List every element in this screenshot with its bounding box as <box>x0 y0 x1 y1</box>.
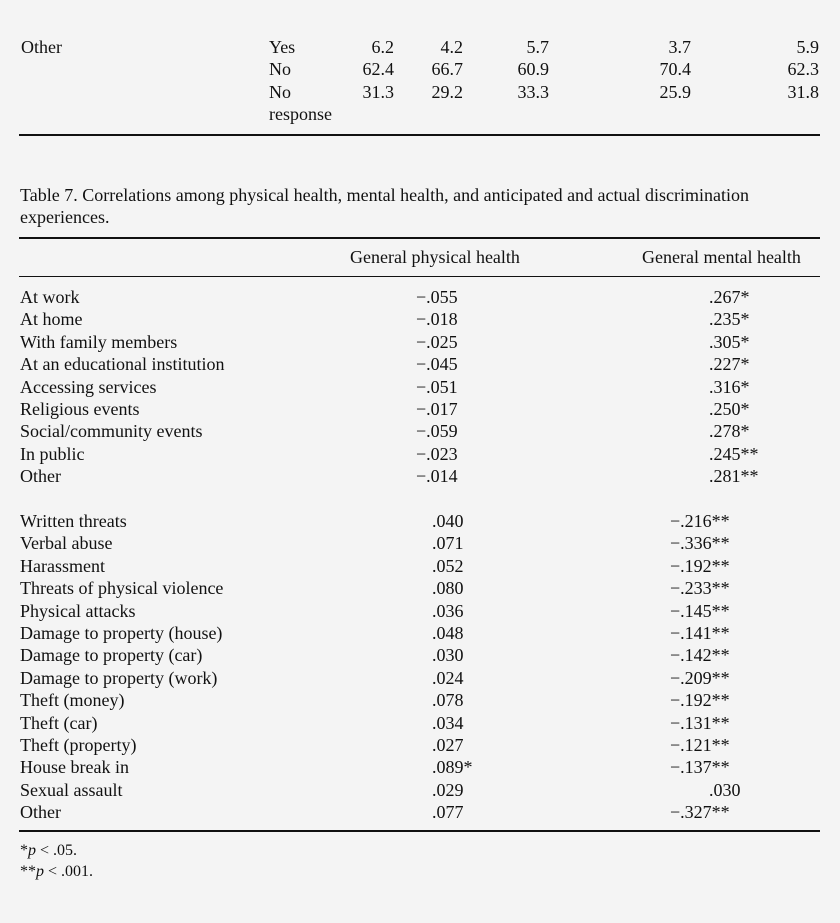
mental-health-value: −.327** <box>670 802 730 823</box>
row-label: Theft (property) <box>20 734 137 755</box>
physical-health-value: −.059 <box>416 421 458 442</box>
row-label: Sexual assault <box>20 779 123 800</box>
value-cell: 25.9 <box>659 81 691 102</box>
value-cell: 62.3 <box>787 59 819 80</box>
mental-health-value: −.336** <box>670 533 730 554</box>
value-cell: 33.3 <box>517 81 549 102</box>
table-caption: Table 7. Correlations among physical health, mental health, and anticipated and actual discrimination experiences. <box>20 185 750 227</box>
mental-health-value: −.141** <box>670 622 730 643</box>
row-label: At work <box>20 287 80 307</box>
row-label: At home <box>20 309 83 330</box>
row-label: Harassment <box>20 555 105 576</box>
table-row <box>0 58 840 80</box>
table-row <box>0 644 840 666</box>
mental-health-value: −.137** <box>670 757 730 778</box>
mental-health-value: −.192** <box>670 555 730 576</box>
table-row <box>0 443 840 465</box>
mental-health-value: .267* <box>709 287 750 307</box>
row-label: Damage to property (work) <box>20 667 218 688</box>
row-label: Damage to property (car) <box>20 645 203 666</box>
mental-health-value: .281** <box>709 466 759 487</box>
row-label: Accessing services <box>20 376 157 397</box>
physical-health-value: .048 <box>432 622 464 643</box>
table-row <box>0 465 840 487</box>
mental-health-value: −.145** <box>670 600 730 621</box>
table-row <box>0 353 840 375</box>
mental-health-value: −.192** <box>670 690 730 711</box>
value-cell: 31.8 <box>787 81 819 102</box>
physical-health-value: .052 <box>432 555 464 576</box>
column-headers <box>0 246 840 270</box>
table-bottom-rule <box>19 134 820 136</box>
value-cell: 66.7 <box>431 59 463 80</box>
value-cell: 5.7 <box>526 37 549 57</box>
physical-health-value: −.055 <box>416 287 458 307</box>
mental-health-value: −.142** <box>670 645 730 666</box>
table-row <box>0 756 840 778</box>
value-cell: 6.2 <box>371 37 394 57</box>
mental-health-value: .030 <box>709 779 741 800</box>
row-label: Threats of physical violence <box>20 578 224 599</box>
value-cell: 60.9 <box>517 59 549 80</box>
table-row <box>0 712 840 734</box>
table-row <box>0 36 840 58</box>
mental-health-value: .278* <box>709 421 750 442</box>
table-top-rule <box>19 237 820 239</box>
table-row <box>0 801 840 823</box>
mental-health-value: .316* <box>709 376 750 397</box>
row-label: Other <box>20 466 61 487</box>
row-label: Other <box>21 37 62 57</box>
mental-health-value: .305* <box>709 331 750 352</box>
value-cell: 31.3 <box>362 81 394 102</box>
physical-health-value: .034 <box>432 712 464 733</box>
table-row <box>0 779 840 801</box>
physical-health-value: .071 <box>432 533 464 554</box>
physical-health-value: −.025 <box>416 331 458 352</box>
mental-health-value: −.216** <box>670 511 730 531</box>
table-notes <box>20 840 93 882</box>
previous-table-continuation <box>0 36 840 126</box>
table-row <box>0 308 840 330</box>
table-row <box>0 510 840 532</box>
value-cell: 4.2 <box>440 37 463 57</box>
row-label: At an educational institution <box>20 354 225 375</box>
value-cell: 5.9 <box>796 37 819 57</box>
physical-health-value: −.014 <box>416 466 458 487</box>
table-row <box>0 689 840 711</box>
mental-health-value: −.131** <box>670 712 730 733</box>
row-label: Written threats <box>20 511 127 531</box>
physical-health-value: .080 <box>432 578 464 599</box>
row-label: Verbal abuse <box>20 533 113 554</box>
table-end-rule <box>19 830 820 832</box>
response-label: No <box>269 81 291 102</box>
row-label: In public <box>20 443 85 464</box>
physical-health-value: .029 <box>432 779 464 800</box>
value-cell: 70.4 <box>659 59 691 80</box>
column-header-mental: General mental health <box>642 247 801 267</box>
note-line: **p < .001. <box>20 863 94 880</box>
value-cell: 3.7 <box>668 37 691 57</box>
table-row <box>0 376 840 398</box>
table-row <box>0 532 840 554</box>
response-label: No <box>269 59 291 80</box>
row-label: Physical attacks <box>20 600 136 621</box>
row-label: House break in <box>20 757 129 778</box>
table-row <box>0 600 840 622</box>
row-label: Other <box>20 802 61 823</box>
row-label: Social/community events <box>20 421 203 442</box>
row-label: Damage to property (house) <box>20 622 223 643</box>
table-row <box>0 286 840 308</box>
value-cell: 62.4 <box>362 59 394 80</box>
table-row <box>0 555 840 577</box>
value-cell: 29.2 <box>431 81 463 102</box>
physical-health-value: .024 <box>432 667 464 688</box>
mental-health-value: .235* <box>709 309 750 330</box>
row-label: Religious events <box>20 398 140 419</box>
response-label-wrap: response <box>269 104 332 125</box>
table-row <box>0 734 840 756</box>
table-row <box>0 331 840 353</box>
mental-health-value: −.233** <box>670 578 730 599</box>
physical-health-value: −.017 <box>416 398 458 419</box>
table-row <box>0 577 840 599</box>
physical-health-value: .030 <box>432 645 464 666</box>
mental-health-value: −.121** <box>670 734 730 755</box>
row-label: With family members <box>20 331 178 352</box>
response-label: Yes <box>269 37 296 57</box>
physical-health-value: .027 <box>432 734 464 755</box>
mental-health-value: .227* <box>709 354 750 375</box>
physical-health-value: .036 <box>432 600 464 621</box>
table-row <box>0 622 840 644</box>
mental-health-value: .250* <box>709 398 750 419</box>
physical-health-value: .040 <box>432 511 464 531</box>
mental-health-value: −.209** <box>670 667 730 688</box>
table-row <box>0 103 840 125</box>
table-row <box>0 667 840 689</box>
physical-health-value: .089* <box>432 757 473 778</box>
table-row <box>0 81 840 103</box>
table-group-actual <box>0 510 840 823</box>
mental-health-value: .245** <box>709 443 759 464</box>
physical-health-value: −.051 <box>416 376 458 397</box>
physical-health-value: −.023 <box>416 443 458 464</box>
physical-health-value: .077 <box>432 802 464 823</box>
note-line: *p < .05. <box>20 842 78 859</box>
header-rule <box>19 276 820 277</box>
physical-health-value: −.018 <box>416 309 458 330</box>
row-label: Theft (car) <box>20 712 98 733</box>
row-label: Theft (money) <box>20 690 125 711</box>
physical-health-value: −.045 <box>416 354 458 375</box>
physical-health-value: .078 <box>432 690 464 711</box>
table-row <box>0 420 840 442</box>
table-row <box>0 398 840 420</box>
table-group-anticipated <box>0 286 840 488</box>
column-header-physical: General physical health <box>350 247 520 267</box>
